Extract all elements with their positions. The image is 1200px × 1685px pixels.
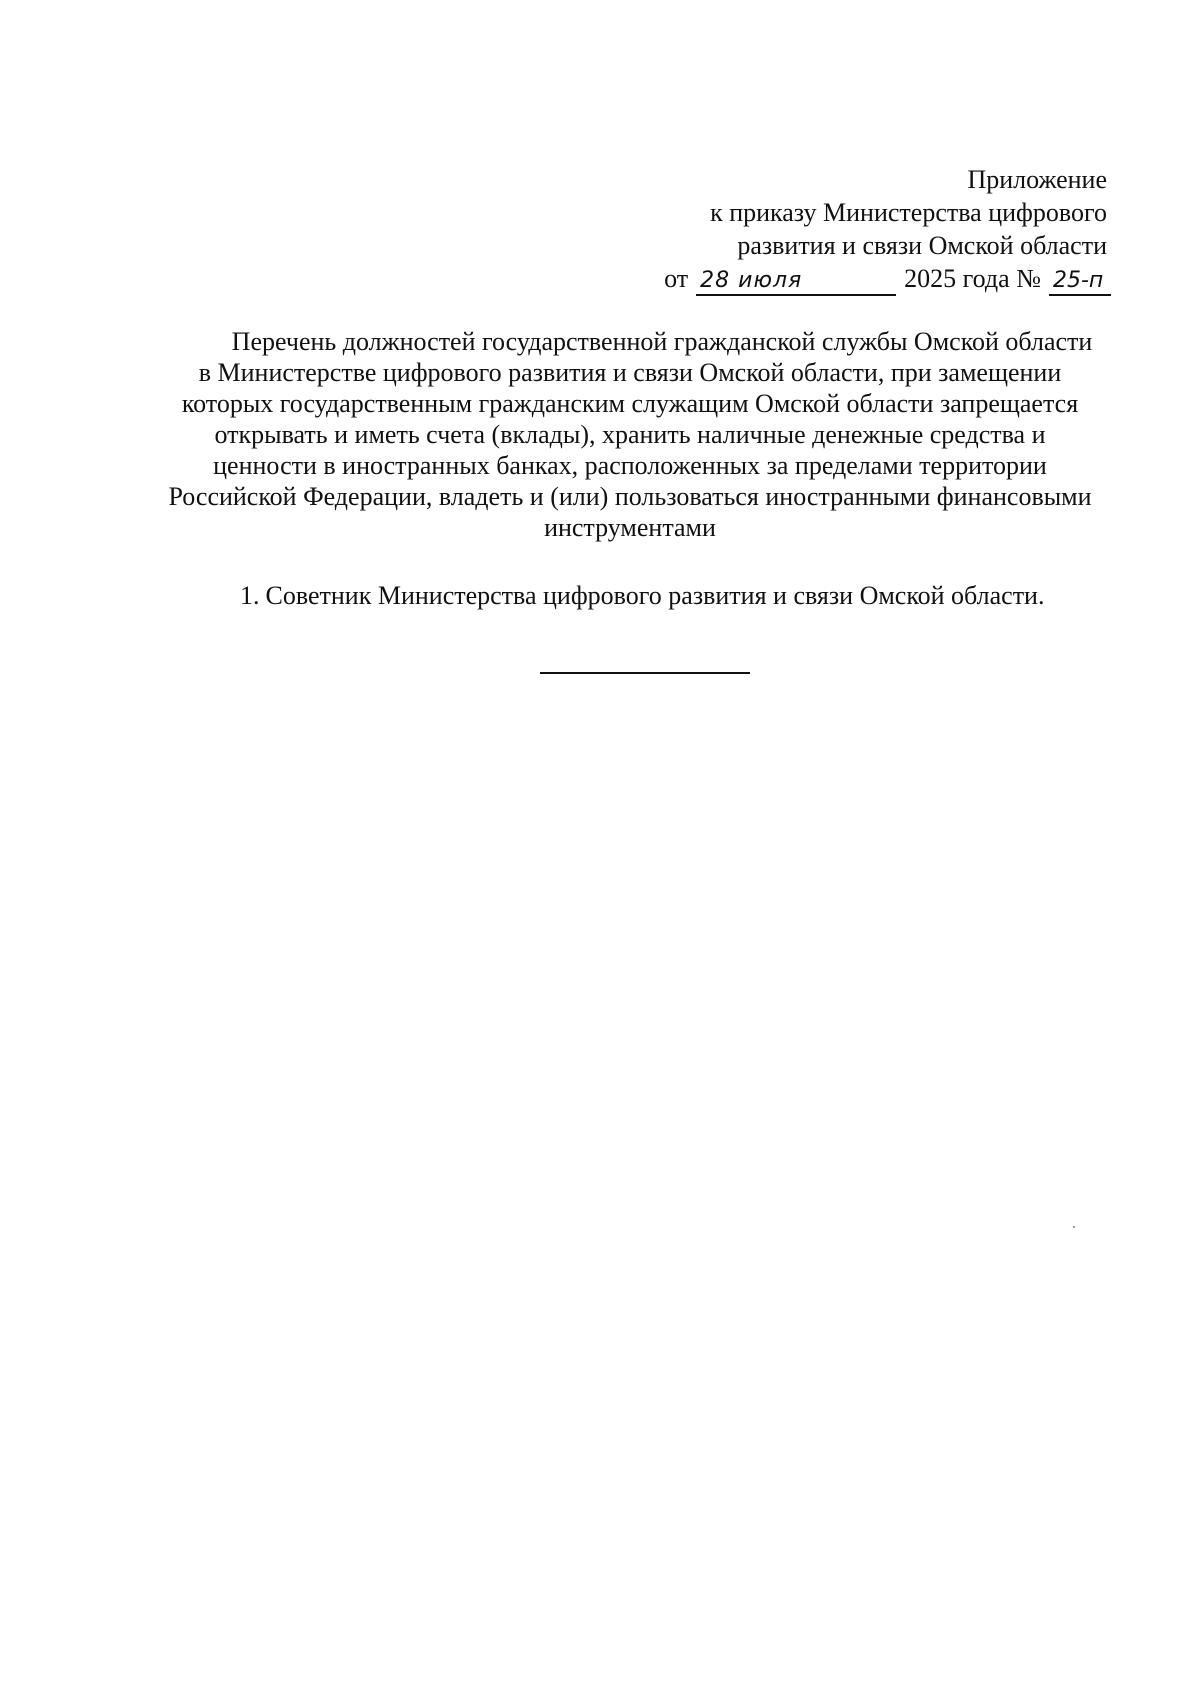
closing-rule [540,672,750,674]
year-number-label: 2025 года № [904,264,1041,293]
appendix-date-line [555,262,1111,296]
handwritten-order-number: 25-п [1049,268,1111,296]
scan-speck [1073,1226,1075,1228]
list-item [240,580,1140,611]
handwritten-date: 28 июля [696,268,896,296]
appendix-block [555,163,1115,296]
list-item-number: 1. [240,581,260,610]
appendix-order-line: к приказу Министерства цифрового [710,198,1107,227]
document-heading: Перечень должностей государственной гражданской службы Омской области в Министерстве цифрового развития и связи Омской области, при замещении которых государственным гражданским служащим Омской области запрещается открывать и иметь счета (вклады), хранить наличные денежные средства и ценности в иностранных банках, расположенных за пределами территории Российской Федерации, владеть и (или) пользоваться иностранными финансовыми инструментами [168,327,1093,542]
appendix-ministry-line: развития и связи Омской области [737,231,1107,260]
appendix-title: Приложение [967,165,1107,194]
list-item-text: Советник Министерства цифрового развития и связи Омской области. [265,581,1045,610]
date-prefix: от [664,264,689,293]
